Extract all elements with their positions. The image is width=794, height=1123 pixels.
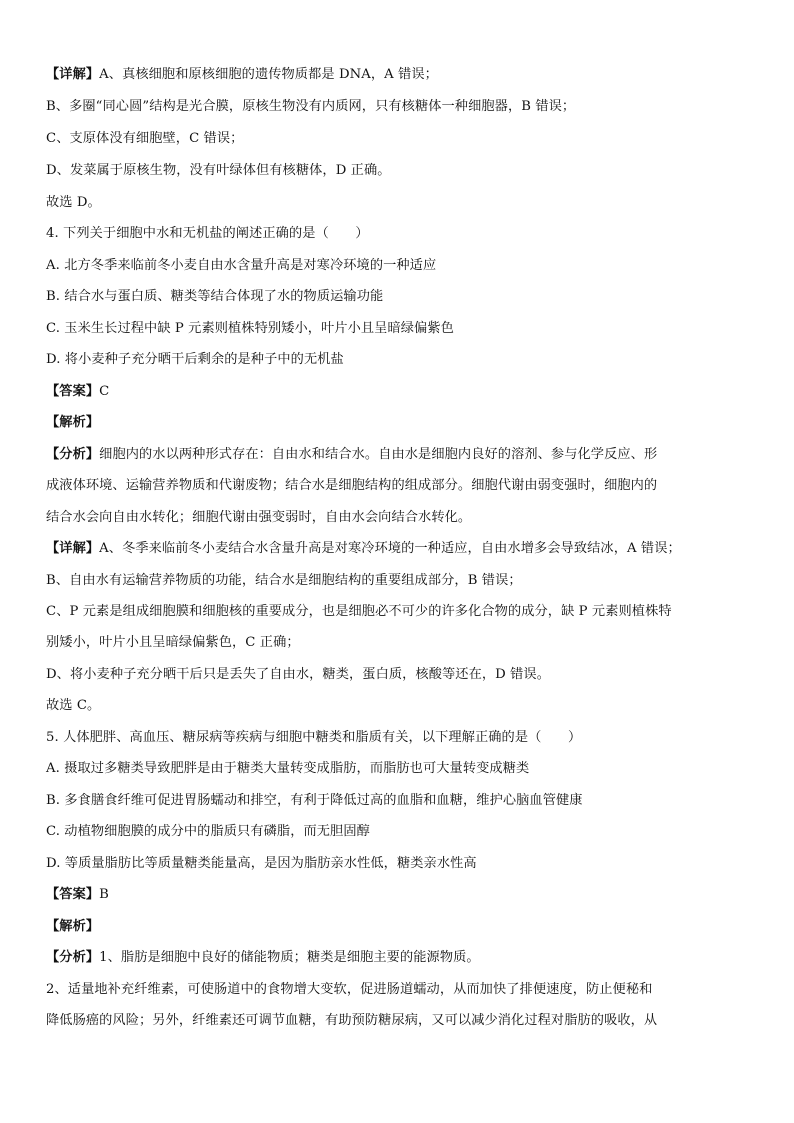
section-tag: 【解析】 — [46, 415, 100, 430]
section-tag: 【答案】 — [46, 384, 100, 399]
line-text: B、多圈“同心圆”结构是光合膜，原核生物没有内质网，只有核糖体一种细胞器，B 错误； — [46, 99, 576, 114]
line-text: B — [99, 887, 109, 902]
section-tag: 【分析】 — [46, 447, 100, 462]
text-line — [46, 666, 750, 684]
question-stem — [46, 729, 750, 747]
answer-line — [46, 383, 750, 401]
line-text: C、支原体没有细胞壁，C 错误； — [46, 131, 244, 146]
text-line — [46, 130, 750, 148]
text-line — [46, 1012, 750, 1030]
text-line — [46, 509, 750, 527]
line-text: A. 北方冬季来临前冬小麦自由水含量升高是对寒冷环境的一种适应 — [46, 258, 437, 273]
line-text: 细胞内的水以两种形式存在：自由水和结合水。自由水是细胞内良好的溶剂、参与化学反应、形 — [99, 447, 658, 462]
text-line — [46, 446, 750, 464]
line-text: 1、脂肪是细胞中良好的储能物质；糖类是细胞主要的能源物质。 — [99, 950, 480, 965]
line-text: C、P 元素是组成细胞膜和细胞核的重要成分，也是细胞必不可少的许多化合物的成分，缺 P 元素则植株特 — [46, 604, 672, 619]
option-d — [46, 351, 750, 369]
line-text: 结合水会向自由水转化；细胞代谢由强变弱时，自由水会向结合水转化。 — [46, 510, 472, 525]
line-text: D. 等质量脂肪比等质量糖类能量高，是因为脂肪亲水性低，糖类亲水性高 — [46, 856, 477, 871]
option-c — [46, 320, 750, 338]
section-tag: 【详解】 — [46, 541, 100, 556]
line-text: 故选 C。 — [46, 698, 101, 713]
question-stem — [46, 225, 750, 243]
text-line — [46, 66, 750, 84]
option-b — [46, 288, 750, 306]
option-a — [46, 760, 750, 778]
text-line — [46, 98, 750, 116]
text-line — [46, 540, 750, 558]
line-text: 降低肠癌的风险；另外，纤维素还可调节血糖，有助预防糖尿病，又可以减少消化过程对脂肪的吸收，从 — [46, 1013, 658, 1028]
text-line — [46, 162, 750, 180]
option-a — [46, 257, 750, 275]
line-text: C — [99, 384, 110, 399]
line-text: C. 玉米生长过程中缺 P 元素则植株特别矮小，叶片小且呈暗绿偏紫色 — [46, 321, 454, 336]
line-text: 4. 下列关于细胞中水和无机盐的阐述正确的是（ ） — [46, 226, 369, 241]
line-text: C. 动植物细胞膜的成分中的脂质只有磷脂，而无胆固醇 — [46, 824, 370, 839]
line-text: A、冬季来临前冬小麦结合水含量升高是对寒冷环境的一种适应，自由水增多会导致结冰，A 错误； — [99, 541, 681, 556]
line-text: 成液体环境、运输营养物质和代谢废物；结合水是细胞结构的组成部分。细胞代谢由弱变强时，细胞内的 — [46, 478, 658, 493]
section-tag: 【答案】 — [46, 887, 100, 902]
text-line — [46, 634, 750, 652]
line-text: 别矮小，叶片小且呈暗绿偏紫色，C 正确； — [46, 635, 300, 650]
text-line — [46, 697, 750, 715]
line-text: B、自由水有运输营养物质的功能，结合水是细胞结构的重要组成部分，B 错误； — [46, 573, 522, 588]
section-tag: 【详解】 — [46, 67, 100, 82]
line-text: D、将小麦种子充分晒干后只是丢失了自由水，糖类，蛋白质，核酸等还在，D 错误。 — [46, 667, 550, 682]
line-text: D. 将小麦种子充分晒干后剩余的是种子中的无机盐 — [46, 352, 344, 367]
section-tag: 【解析】 — [46, 919, 100, 934]
answer-line — [46, 886, 750, 904]
line-text: A. 摄取过多糖类导致肥胖是由于糖类大量转变成脂肪，而脂肪也可大量转变成糖类 — [46, 761, 530, 776]
analysis-heading — [46, 414, 750, 432]
analysis-heading — [46, 918, 750, 936]
section-tag: 【分析】 — [46, 950, 100, 965]
line-text: 2、适量地补充纤维素，可使肠道中的食物增大变软，促进肠道蠕动，从而加快了排便速度，防止便秘和 — [46, 982, 653, 997]
text-line — [46, 572, 750, 590]
line-text: 故选 D。 — [46, 195, 101, 210]
text-line — [46, 477, 750, 495]
text-line — [46, 194, 750, 212]
line-text: D、发菜属于原核生物，没有叶绿体但有核糖体，D 正确。 — [46, 163, 391, 178]
option-c — [46, 823, 750, 841]
text-line — [46, 949, 750, 967]
text-line — [46, 603, 750, 621]
line-text: B. 多食膳食纤维可促进胃肠蠕动和排空，有利于降低过高的血脂和血糖，维护心脑血管健康 — [46, 793, 583, 808]
option-d — [46, 855, 750, 873]
option-b — [46, 792, 750, 810]
line-text: 5. 人体肥胖、高血压、糖尿病等疾病与细胞中糖类和脂质有关，以下理解正确的是（ ） — [46, 730, 582, 745]
line-text: B. 结合水与蛋白质、糖类等结合体现了水的物质运输功能 — [46, 289, 384, 304]
line-text: A、真核细胞和原核细胞的遗传物质都是 DNA，A 错误； — [99, 67, 438, 82]
text-line — [46, 981, 750, 999]
